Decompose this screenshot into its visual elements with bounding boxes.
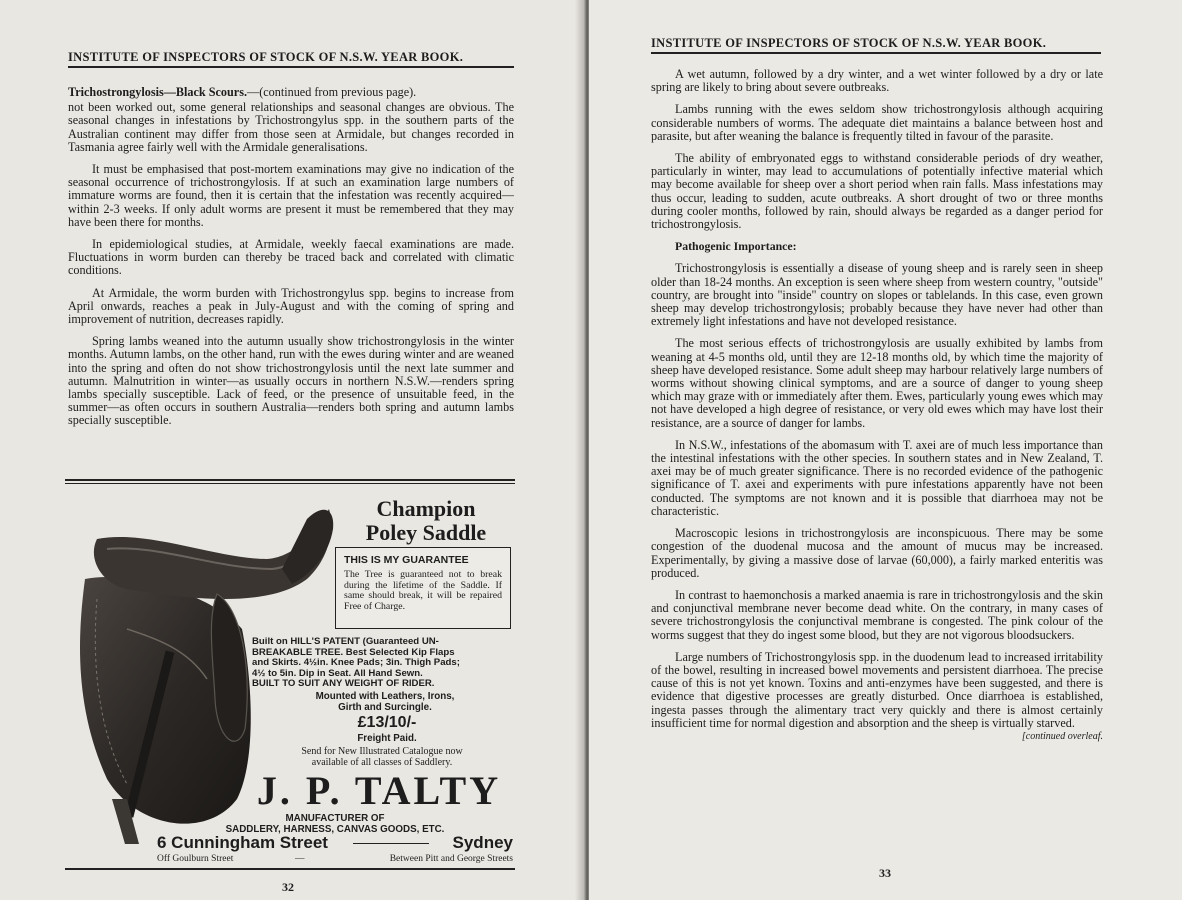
page-number-right: 33: [879, 866, 891, 880]
spec-line: Built on HILL'S PATENT (Guaranteed UN-: [252, 636, 439, 647]
spec-line: BUILT TO SUIT ANY WEIGHT OF RIDER.: [252, 678, 435, 690]
paragraph: A wet autumn, followed by a dry winter, and a wet winter followed by a dry or late spring are likely to bring about severe outbreaks.: [651, 67, 1103, 95]
section-heading: Trichostrongylosis—Black Scours.: [68, 85, 247, 99]
paragraph: Lambs running with the ewes seldom show trichostrongylosis although acquiring considerable numbers of worms. The adequate diet maintains a balance between host and parasite, but after weaning the balance is frequently tilted in favour of the parasite.: [651, 102, 1103, 143]
address-separator: —: [295, 854, 305, 864]
paragraph: The most serious effects of trichostrongylosis are usually exhibited by lambs from weaning at 4-5 months old, until they are 12-18 months old, by which time the majority of sheep have developed resistance. Some adult sheep may harbour relatively large numbers of worms without showing clinical symptoms, and are a source of danger to young sheep which may graze with or immediately after them. Ewes, particularly young ewes which may not have developed a high degree of resistance, or very old ewes which may have lost their resistance, are a source of danger for lambs.: [651, 336, 1103, 430]
section-subheading: Pathogenic Importance:: [675, 239, 797, 254]
header-rule: [651, 52, 1101, 54]
ad-title: [341, 497, 511, 545]
paragraph: Trichostrongylosis is essentially a disease of young sheep and is rarely seen in sheep older than 18-24 months. An exception is seen where sheep from western country, "outside" country, are brought into "inside" country on slopes or tablelands. In this case, even grown sheep may develop trichostrongylosis; probably because they have never had other than extremely light infestations and have not developed resistance.: [651, 261, 1103, 329]
guarantee-heading: THIS IS MY GUARANTEE: [344, 554, 469, 566]
paragraph: not been worked out, some general relationships and seasonal changes are obvious. The seasonal changes in infestations by Trichostrongylus spp. in the southern parts of the Australian continent may differ from those seen at Armidale, but changes recorded in Tasmania agree fairly well with the Armidale generalisations.: [68, 100, 514, 154]
paragraph: At Armidale, the worm burden with Trichostrongylus spp. begins to increase from April onwards, reaches a peak in July-August and with the coming of spring and improvement of nutrition, decreases rapidly.: [68, 285, 514, 327]
manufacturer-line: MANUFACTURER OF: [285, 813, 385, 824]
saddle-advertisement: [65, 479, 515, 872]
manufacturer-line: SADDLERY, HARNESS, CANVAS GOODS, ETC.: [225, 824, 445, 835]
mounted-line: Girth and Surcingle.: [338, 702, 432, 713]
continued-heading-line: [68, 86, 514, 99]
ad-bottom-rule: [65, 868, 515, 870]
paragraph: The ability of embryonated eggs to withstand considerable periods of dry weather, particularly in winter, may lead to accumulations of potentially infective material which may become available for sheep over a short period when rain falls. Mass infestations may thus occur, leading to sudden, acute outbreaks. A short drought of two or three months during cooler months, followed by rain, should always be regarded as a danger period for trichostrongylosis.: [651, 151, 1103, 232]
mounted-line: Mounted with Leathers, Irons,: [315, 691, 455, 702]
street-address: 6 Cunningham Street: [157, 833, 328, 852]
price: £13/10/-: [357, 714, 417, 731]
right-body-text: [651, 68, 1103, 743]
address-dash-rule: [353, 843, 429, 844]
off-street: Off Goulburn Street: [157, 854, 234, 864]
header-rule: [68, 66, 514, 68]
continued-overleaf: [continued overleaf.: [1021, 730, 1103, 742]
running-head-right: INSTITUTE OF INSPECTORS OF STOCK OF N.S.W. YEAR BOOK.: [651, 36, 1047, 50]
between-streets: Between Pitt and George Streets: [389, 854, 513, 864]
paragraph: Spring lambs weaned into the autumn usually show trichostrongylosis in the winter months. Autumn lambs, on the other hand, run with the ewes during winter and are weaned into the spring and often do not show trichostrongylosis until the next late summer and autumn. Malnutrition in winter—as usually occurs in northern N.S.W.—renders spring lambs specially susceptible. Lack of feed, or the presence of unsuitable feed, in the summer—as often occurs in southern Australia—renders both spring and autumn lambs specially susceptible.: [68, 334, 514, 428]
spec-line: and Skirts. 4½in. Knee Pads; 3in. Thigh Pads;: [252, 657, 460, 669]
paragraph: It must be emphasised that post-mortem examinations may give no indication of the seasonal occurrence of trichostrongylosis. If at such an examination large numbers of immature worms are found, then it is certain that the infestation was recently acquired—within 2-3 weeks. If only adult worms are present it must be remembered that they may have been there for months.: [68, 162, 514, 229]
ad-title-line1: Champion: [376, 496, 476, 521]
running-head-left: INSTITUTE OF INSPECTORS OF STOCK OF N.S.W. YEAR BOOK.: [68, 50, 464, 64]
left-page: [0, 0, 583, 900]
ad-top-rule-thin: [65, 483, 515, 484]
city: Sydney: [452, 833, 513, 852]
ad-top-rule: [65, 479, 515, 481]
left-body-text: [68, 86, 514, 437]
company-name: J. P. TALTY: [256, 768, 502, 813]
page-number-left: 32: [282, 880, 294, 894]
ad-title-line2: Poley Saddle: [365, 520, 487, 545]
paragraph: Macroscopic lesions in trichostrongylosis are inconspicuous. There may be some congestion of the duodenal mucosa and the amount of mucus may be increased. Experimentally, by giving a massive dose of larvae (60,000), a fairly marked enteritis was produced.: [651, 526, 1103, 580]
spec-line: BREAKABLE TREE. Best Selected Kip Flaps: [252, 646, 455, 658]
saddle-specification: [252, 637, 512, 690]
paragraph: In contrast to haemonchosis a marked anaemia is rare in trichostrongylosis and the skin and conjunctival membrane never become dead white. On the contrary, in many cases of severe trichostrongylosis the conjunctival membrane is congested. The pink colour of the worms suggest that they do ingest some blood, but they are not vigorous bloodsuckers.: [651, 587, 1103, 642]
catalogue-line: available of all classes of Saddlery.: [311, 757, 453, 768]
manufacturer-of: [165, 813, 505, 835]
mounted-with: [265, 691, 505, 713]
paragraph: Large numbers of Trichostrongylosis spp. in the duodenum lead to increased irritability of the bowel, resulting in increased bowel movements and persistent diarrhoea. The precise cause of this is not yet known. Toxins and anti-enzymes have been suggested, and there is evidence that digestive processes are greatly disturbed. Once diarrhoea is established, ingesta passes through the alimentary tract very quickly and there is almost certainly insufficient time for normal digestion and absorption and the sheep is virtually starved.: [651, 649, 1103, 730]
paragraph: In N.S.W., infestations of the abomasum with T. axei are of much less importance than the intestinal infestations with the other species. In southern states and in New Zealand, T. axei may be of much greater significance. There is no recorded evidence of the pathogenic significance of T. axei and experiments with pure infestations apparently have not been conducted. The symptoms are not known and it is possible that diarrhoea may not be characteristic.: [651, 437, 1103, 518]
freight-note: Freight Paid.: [357, 733, 417, 744]
spec-line: 4½ to 5in. Dip in Seat. All Hand Sewn.: [252, 667, 423, 679]
guarantee-box: [335, 547, 511, 629]
catalogue-line: Send for New Illustrated Catalogue now: [301, 746, 463, 757]
guarantee-body: The Tree is guaranteed not to break during the lifetime of the Saddle. If same should break, it will be repaired Free of Charge.: [344, 569, 502, 612]
paragraph: In epidemiological studies, at Armidale, weekly faecal examinations are made. Fluctuations in worm burden can thereby be traced back and correlated with climatic conditions.: [68, 237, 514, 278]
right-page: [589, 0, 1182, 900]
catalogue-note: [251, 746, 513, 768]
continued-note: —(continued from previous page).: [247, 85, 417, 99]
